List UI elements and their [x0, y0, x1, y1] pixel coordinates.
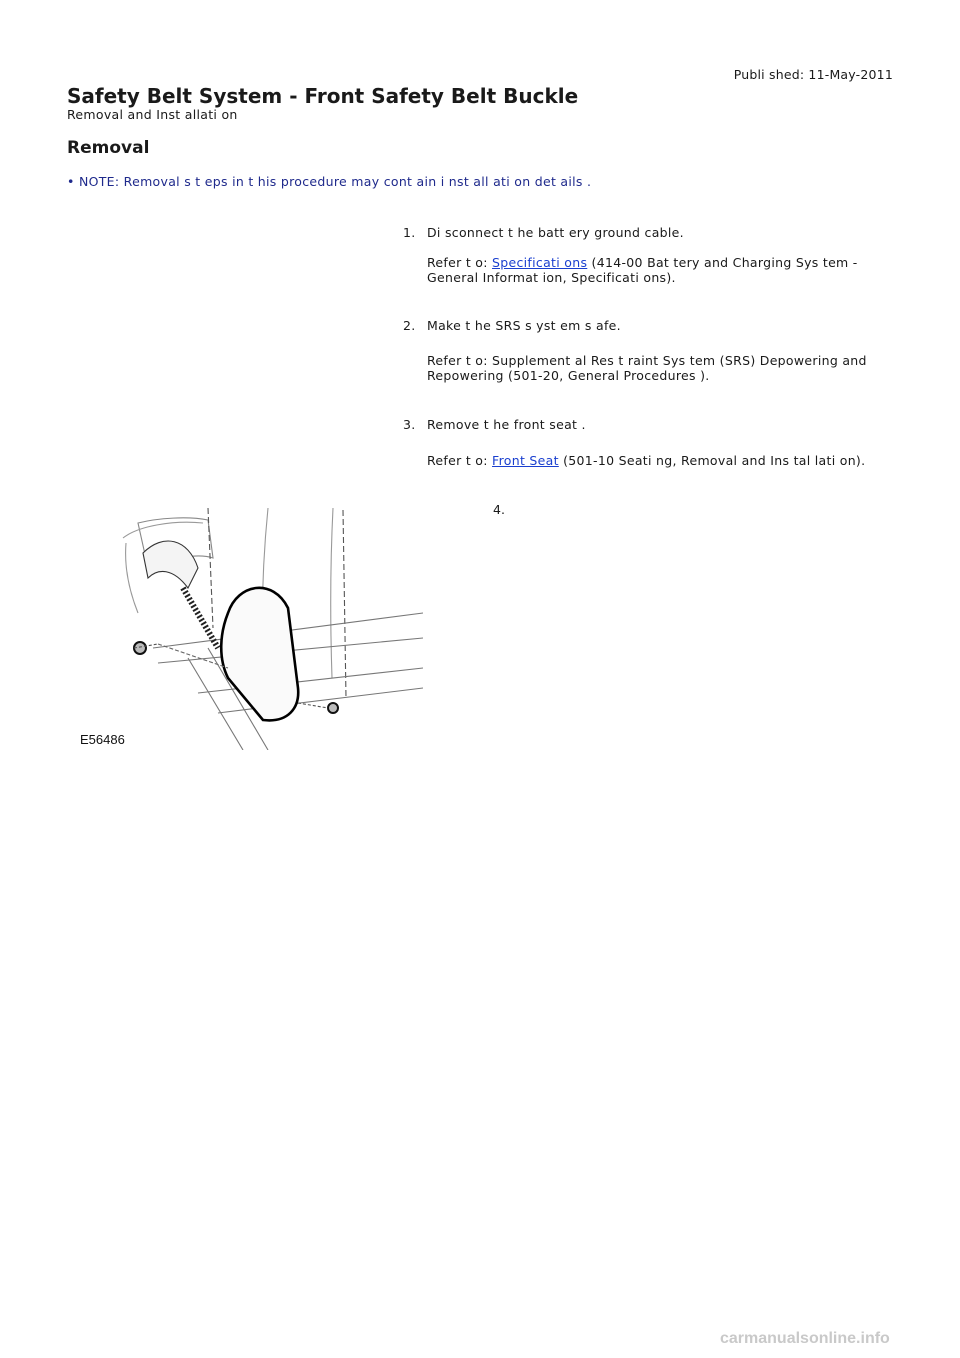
- published-date: Publi shed: 11-May-2011: [733, 67, 893, 82]
- front-seat-link[interactable]: Front Seat: [492, 453, 559, 468]
- specifications-link[interactable]: Specificati ons: [492, 255, 588, 270]
- page-subtitle: Removal and Inst allati on: [67, 107, 238, 122]
- step-text: Make t he SRS s yst em s afe.: [427, 318, 621, 333]
- page-title: Safety Belt System - Front Safety Belt Buckle: [67, 84, 579, 108]
- step-reference: Refer t o: Supplement al Res t raint Sys tem (SRS) Depowering and Repowering (501-20, General Procedures ).: [427, 353, 867, 383]
- reference-prefix: Refer t o:: [427, 255, 493, 270]
- step-number: 2.: [403, 318, 416, 333]
- reference-suffix: (501-10 Seati ng, Removal and Ins tal lati on).: [558, 453, 866, 468]
- watermark: carmanualsonline.info: [720, 1330, 890, 1347]
- reference-suffix: (414-00 Bat tery and Charging Sys tem - General Informat ion, Specificati ons).: [427, 255, 858, 285]
- seat-belt-buckle-illustration: [78, 498, 423, 750]
- figure-label: E56486: [80, 732, 125, 747]
- step-reference: [427, 255, 877, 285]
- step-4-number: 4.: [493, 502, 505, 517]
- step-text: Di sconnect t he batt ery ground cable.: [427, 225, 684, 240]
- reference-prefix: Refer t o:: [427, 453, 493, 468]
- step-number: 1.: [403, 225, 416, 240]
- step-text: Remove t he front seat .: [427, 417, 586, 432]
- step-number: 3.: [403, 417, 416, 432]
- section-heading-removal: Removal: [67, 138, 150, 158]
- note-text: • NOTE: Removal s t eps in t his procedure may cont ain i nst all ati on det ails .: [67, 174, 592, 189]
- step-reference: [427, 453, 877, 468]
